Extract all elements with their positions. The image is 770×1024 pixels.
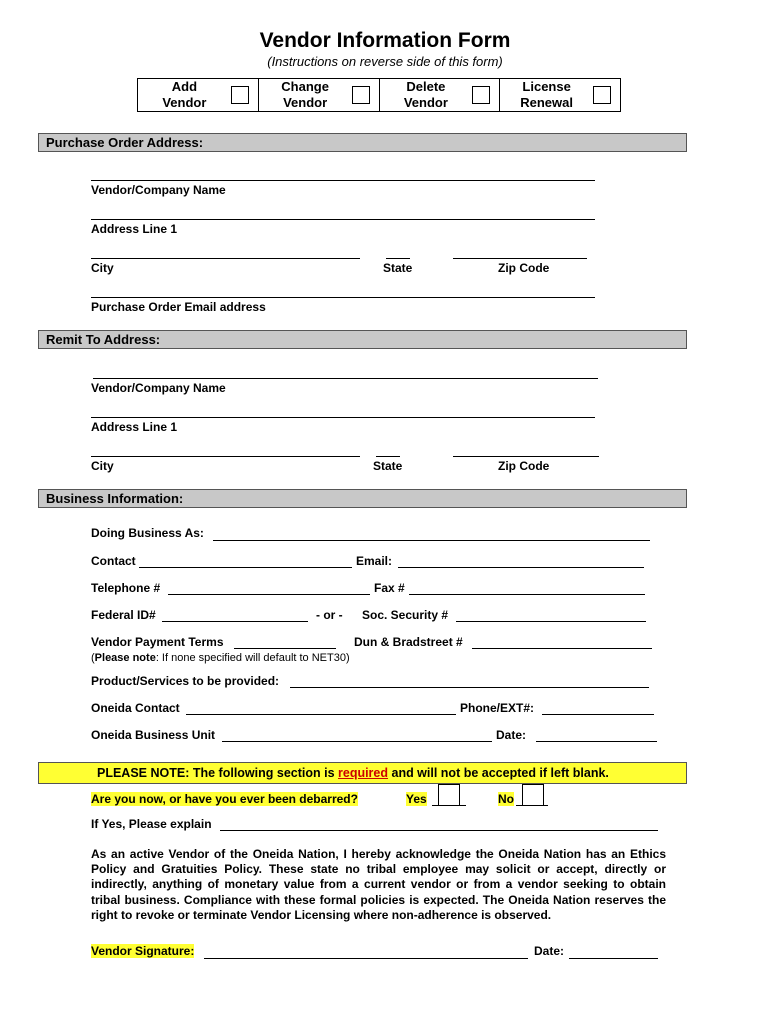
explain-field[interactable] (220, 830, 658, 831)
fax-field[interactable] (409, 594, 645, 595)
duns-label: Dun & Bradstreet # (354, 635, 463, 649)
products-label: Product/Services to be provided: (91, 674, 280, 688)
required-word: required (338, 766, 389, 780)
ethics-acknowledgement: As an active Vendor of the Oneida Nation, I hereby acknowledge the Oneida Nation has an Ethics Policy and Gratuities Policy. These state no tribal employee may solicit or accept, directly or indirectly, anything of monetary value from a current vendor or from a vendor seeking to obtain tribal business. Compliance with these formal policies is expected. The Oneida Nation reserves the right to revoke or terminate Vendor Licensing where non-adherence is observed. (91, 847, 666, 922)
remit-zip-field[interactable] (453, 456, 599, 457)
explain-label: If Yes, Please explain (91, 817, 212, 831)
remit-company-label: Vendor/Company Name (91, 381, 226, 395)
fax-label: Fax # (374, 581, 405, 595)
vendor-type-selector (137, 78, 621, 112)
payment-terms-note-emphasis: Please note (94, 652, 156, 664)
remit-state-field[interactable] (376, 456, 400, 457)
business-unit-label: Oneida Business Unit (91, 728, 216, 742)
oneida-contact-label: Oneida Contact (91, 701, 180, 715)
change-vendor-option[interactable] (258, 79, 379, 111)
oneida-contact-field[interactable] (186, 714, 456, 715)
business-unit-date-label: Date: (496, 728, 527, 742)
form-subtitle: (Instructions on reverse side of this form) (267, 54, 503, 69)
remit-zip-label: Zip Code (498, 459, 550, 473)
no-underline (516, 805, 548, 806)
phone-ext-field[interactable] (542, 714, 654, 715)
signature-label: Vendor Signature: (91, 944, 195, 958)
signature-field[interactable] (204, 958, 528, 959)
contact-field[interactable] (139, 567, 352, 568)
federal-id-label: Federal ID# (91, 608, 156, 622)
po-city-field[interactable] (91, 258, 360, 259)
signature-date-label: Date: (534, 944, 565, 958)
yes-label: Yes (406, 792, 427, 806)
required-notice-prefix: PLEASE NOTE: (97, 766, 190, 780)
remit-company-field[interactable] (93, 378, 598, 379)
phone-ext-label: Phone/EXT#: (460, 701, 535, 715)
yes-checkbox[interactable] (438, 784, 460, 806)
remit-address-heading: Remit To Address: (38, 330, 687, 349)
no-checkbox[interactable] (522, 784, 544, 806)
po-city-label: City (91, 261, 114, 275)
license-renewal-checkbox[interactable] (593, 86, 611, 104)
add-vendor-checkbox[interactable] (231, 86, 249, 104)
signature-date-field[interactable] (569, 958, 658, 959)
ssn-label: Soc. Security # (362, 608, 449, 622)
po-state-label: State (383, 261, 413, 275)
business-unit-date-field[interactable] (536, 741, 657, 742)
products-field[interactable] (290, 687, 649, 688)
change-vendor-label: Change Vendor (281, 79, 329, 110)
add-vendor-label: Add Vendor (162, 79, 207, 110)
po-zip-field[interactable] (453, 258, 587, 259)
delete-vendor-label: Delete Vendor (403, 79, 448, 110)
change-vendor-checkbox[interactable] (352, 86, 370, 104)
payment-terms-field[interactable] (234, 648, 336, 649)
dba-field[interactable] (213, 540, 650, 541)
contact-label: Contact (91, 554, 136, 568)
delete-vendor-checkbox[interactable] (472, 86, 490, 104)
po-state-field[interactable] (386, 258, 410, 259)
po-address-label: Address Line 1 (91, 222, 178, 236)
po-address-field[interactable] (91, 219, 595, 220)
license-renewal-option[interactable] (499, 79, 620, 111)
yes-underline (432, 805, 466, 806)
po-zip-label: Zip Code (498, 261, 550, 275)
po-email-field[interactable] (91, 297, 595, 298)
ssn-field[interactable] (456, 621, 646, 622)
remit-state-label: State (373, 459, 403, 473)
email-label: Email: (356, 554, 393, 568)
federal-id-field[interactable] (162, 621, 308, 622)
email-field[interactable] (398, 567, 644, 568)
license-renewal-label: License Renewal (520, 79, 573, 110)
delete-vendor-option[interactable] (379, 79, 500, 111)
required-notice: PLEASE NOTE: The following section is required and will not be accepted if left blank. (38, 762, 687, 784)
dba-label: Doing Business As: (91, 526, 204, 540)
remit-city-field[interactable] (91, 456, 360, 457)
payment-terms-label: Vendor Payment Terms (91, 635, 224, 649)
add-vendor-option[interactable] (138, 79, 258, 111)
remit-address-label: Address Line 1 (91, 420, 178, 434)
telephone-label: Telephone # (91, 581, 161, 595)
form-title: Vendor Information Form (259, 29, 511, 52)
debarred-question: Are you now, or have you ever been debarred? (91, 792, 358, 806)
business-heading: Business Information: (38, 489, 687, 508)
remit-city-label: City (91, 459, 114, 473)
po-company-field[interactable] (91, 180, 595, 181)
no-label: No (498, 792, 514, 806)
telephone-field[interactable] (168, 594, 370, 595)
business-unit-field[interactable] (222, 741, 492, 742)
po-company-label: Vendor/Company Name (91, 183, 226, 197)
payment-terms-note: (Please note: If none specified will default to NET30) (91, 652, 350, 664)
remit-address-field[interactable] (91, 417, 595, 418)
po-address-heading: Purchase Order Address: (38, 133, 687, 152)
duns-field[interactable] (472, 648, 652, 649)
po-email-label: Purchase Order Email address (91, 300, 266, 314)
or-label: - or - (316, 608, 343, 622)
